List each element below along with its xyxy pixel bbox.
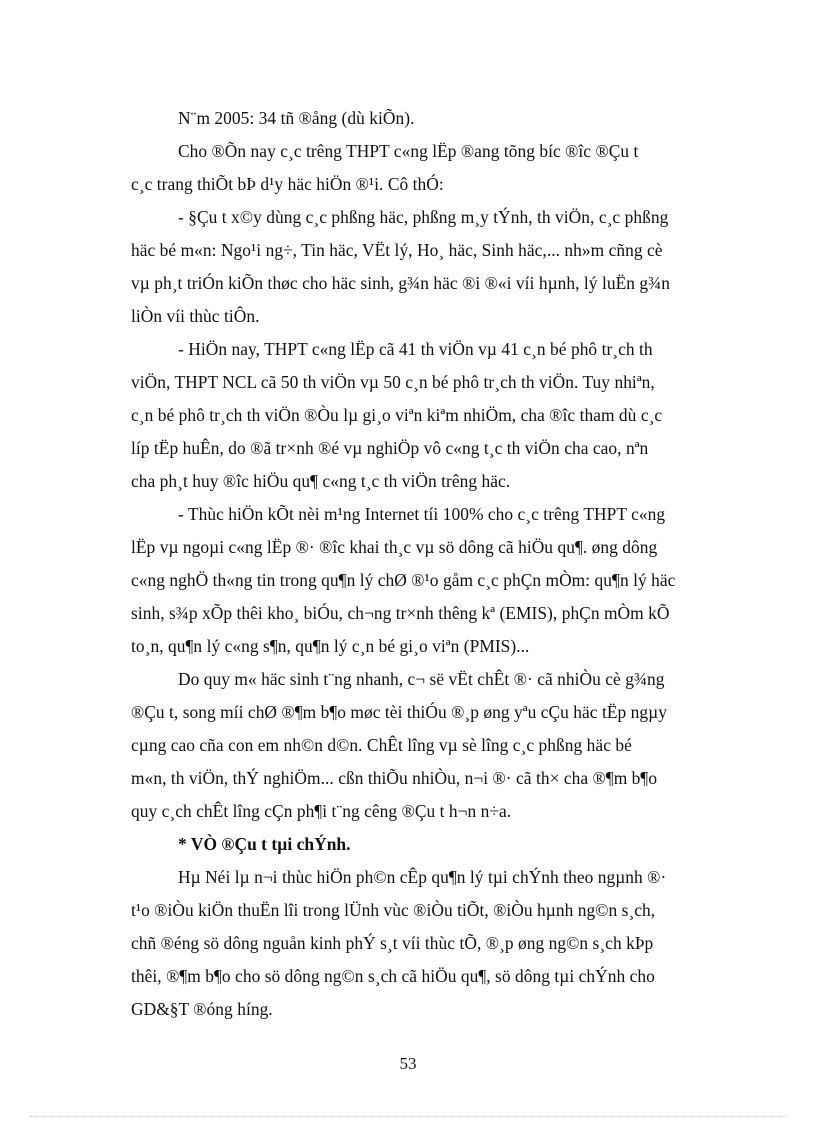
paragraph-line: to¸n, qu¶n lý c«ng s¶n, qu¶n lý c¸n bé gi¸o viªn (PMIS)... bbox=[131, 636, 530, 656]
paragraph-line: c¸c trang thiÕt bÞ d¹y häc hiÖn ®¹i. Cô thÓ: bbox=[131, 174, 444, 194]
section-heading: * VÒ ®Çu t tµi chÝnh. bbox=[178, 834, 351, 854]
paragraph-line: viÖn, THPT NCL cã 50 th viÖn vµ 50 c¸n bé phô tr¸ch th viÖn. Tuy nhiªn, bbox=[131, 372, 655, 392]
paragraph-line: cha ph¸t huy ®îc hiÖu qu¶ c«ng t¸c th viÖn trêng häc. bbox=[131, 471, 511, 491]
paragraph-line: häc bé m«n: Ngo¹i ng÷, Tin häc, VËt lý, Ho¸ häc, Sinh häc,... nh»m cñng cè bbox=[131, 240, 663, 260]
paragraph-line: Cho ®Õn nay c¸c trêng THPT c«ng lËp ®ang tõng bíc ®îc ®Çu t bbox=[178, 141, 639, 161]
paragraph-line: ®Çu t, song míi chØ ®¶m b¶o møc tèi thiÓu ®¸p øng yªu cÇu häc tËp ngµy bbox=[131, 702, 667, 722]
paragraph-line: c¸n bé phô tr¸ch th viÖn ®Òu lµ gi¸o viªn kiªm nhiÖm, cha ®îc tham dù c¸c bbox=[131, 405, 663, 425]
paragraph-line: líp tËp huÊn, do ®ã tr×nh ®é vµ nghiÖp vô c«ng t¸c th viÖn cha cao, nªn bbox=[131, 438, 649, 458]
paragraph-line: lËp vµ ngoµi c«ng lËp ®· ®îc khai th¸c vµ sö dông cã hiÖu qu¶. øng dông bbox=[131, 537, 658, 557]
paragraph-line: Hµ Néi lµ n¬i thùc hiÖn ph©n cÊp qu¶n lý tµi chÝnh theo ngµnh ®· bbox=[178, 867, 667, 887]
paragraph-line: N¨m 2005: 34 tñ ®ång (dù kiÕn). bbox=[178, 108, 415, 128]
paragraph-line: - §Çu t x©y dùng c¸c phßng häc, phßng m¸y tÝnh, th viÖn, c¸c phßng bbox=[178, 207, 669, 227]
paragraph-line: c«ng nghÖ th«ng tin trong qu¶n lý chØ ®¹o gåm c¸c phÇn mÒm: qu¶n lý häc bbox=[131, 570, 676, 590]
paragraph-line: - HiÖn nay, THPT c«ng lËp cã 41 th viÖn vµ 41 c¸n bé phô tr¸ch th bbox=[178, 339, 653, 359]
paragraph-line: chñ ®éng sö dông nguån kinh phÝ s¸t víi thùc tÕ, ®¸p øng ng©n s¸ch kÞp bbox=[131, 933, 654, 953]
paragraph-line: thêi, ®¶m b¶o cho sö dông ng©n s¸ch cã hiÖu qu¶, sö dông tµi chÝnh cho bbox=[131, 966, 655, 986]
paragraph-line: cµng cao cña con em nh©n d©n. ChÊt lîng vµ sè lîng c¸c phßng häc bé bbox=[131, 735, 632, 755]
page-bottom-divider bbox=[30, 1116, 786, 1117]
paragraph-line: liÒn víi thùc tiÔn. bbox=[131, 306, 260, 326]
paragraph-line: m«n, th viÖn, thÝ nghiÖm... cßn thiÕu nhiÒu, n¬i ®· cã th× cha ®¶m b¶o bbox=[131, 768, 658, 788]
paragraph-line: - Thùc hiÖn kÕt nèi m¹ng Internet tíi 100% cho c¸c trêng THPT c«ng bbox=[178, 504, 666, 524]
paragraph-line: Do quy m« häc sinh t¨ng nhanh, c¬ së vËt chÊt ®· cã nhiÒu cè g¾ng bbox=[178, 669, 665, 689]
paragraph-line: t¹o ®iÒu kiÖn thuËn lîi trong lÜnh vùc ®iÒu tiÕt, ®iÒu hµnh ng©n s¸ch, bbox=[131, 900, 656, 920]
paragraph-line: vµ ph¸t triÓn kiÕn thøc cho häc sinh, g¾n häc ®i ®«i víi hµnh, lý luËn g¾n bbox=[131, 273, 670, 293]
page-number: 53 bbox=[399, 1054, 417, 1073]
paragraph-line: sinh, s¾p xÕp thêi kho¸ biÓu, ch¬ng tr×nh thêng kª (EMIS), phÇn mÒm kÕ bbox=[131, 603, 670, 623]
paragraph-line: GD&§T ®óng híng. bbox=[131, 999, 273, 1019]
paragraph-line: quy c¸ch chÊt lîng cÇn ph¶i t¨ng cêng ®Çu t h¬n n÷a. bbox=[131, 801, 512, 821]
